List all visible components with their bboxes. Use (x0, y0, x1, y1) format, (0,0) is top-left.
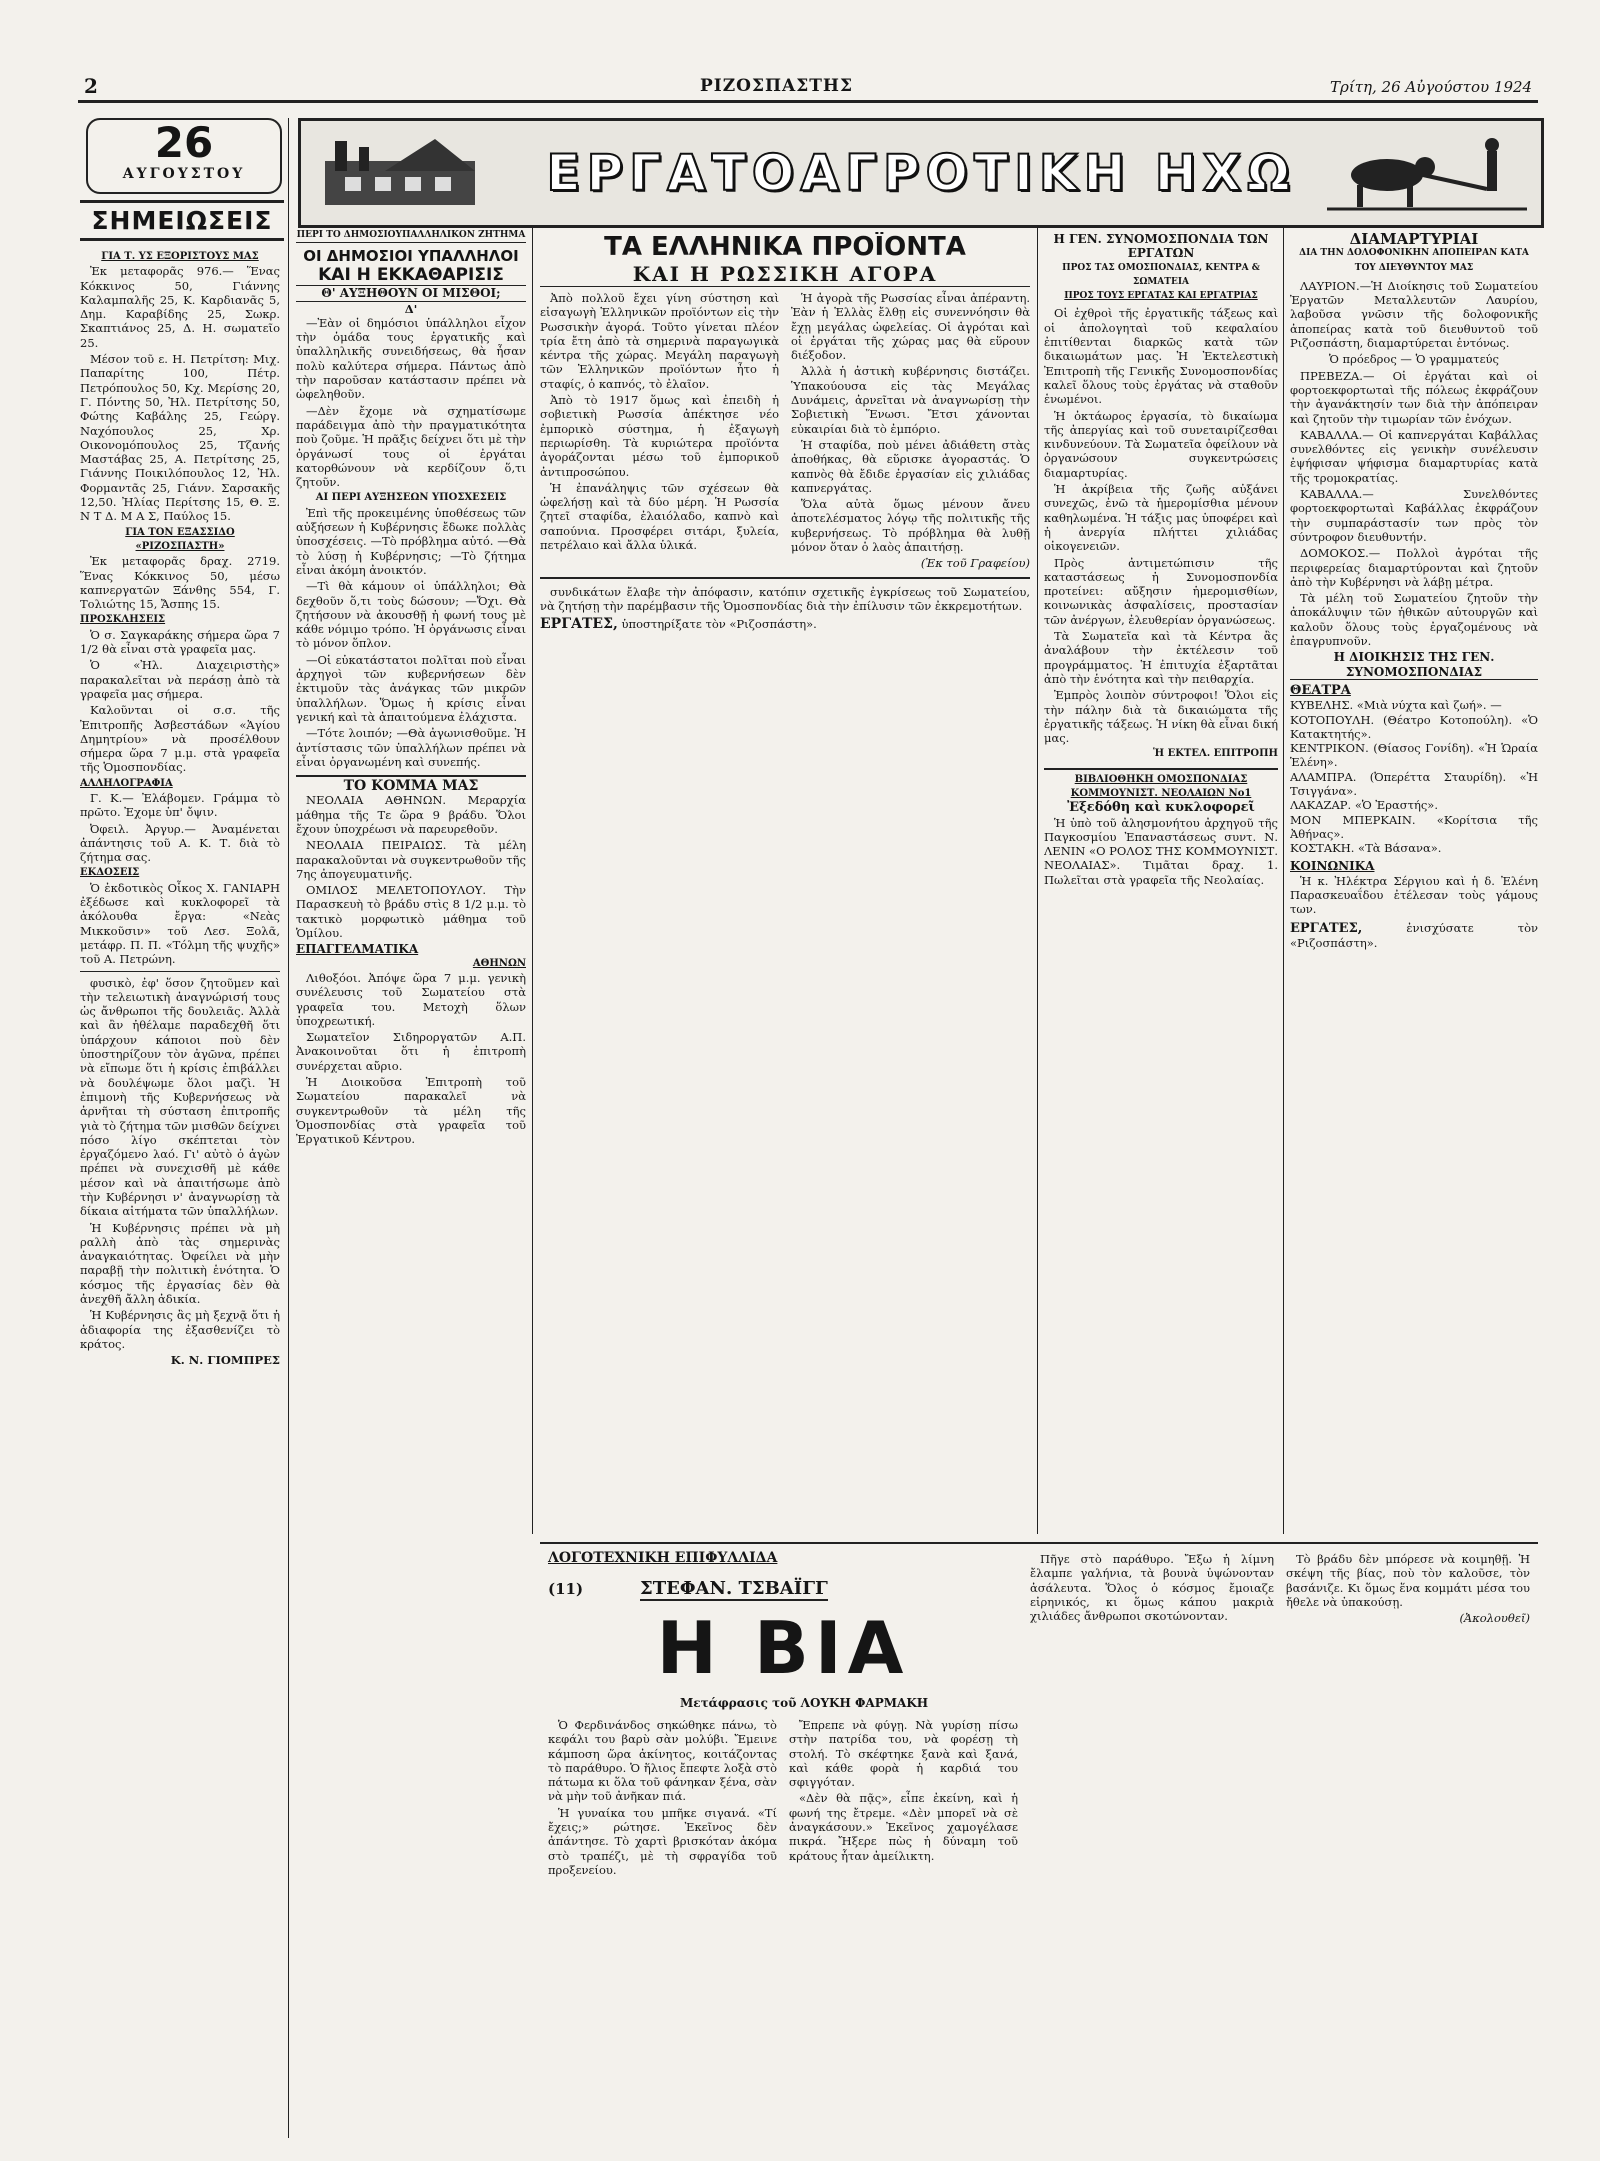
confederation-title: Η ΓΕΝ. ΣΥΝΟΜΟΣΠΟΝΔΙΑ ΤΩΝ ΕΡΓΑΤΩΝ (1053, 232, 1269, 261)
confederation-p3: Ἡ ἀκρίβεια τῆς ζωῆς αὐξάνει συνεχῶς, ἐνῶ τὰ ἡμερομίσθια μένουν καθηλωμένα. Ἡ τάξις μας ὑποφέρει καὶ ἡ ἀνεργία πλήττει χιλιάδας οἰκογενειῶν. (1044, 482, 1278, 554)
fund-text: Ἐκ μεταφορᾶς δραχ. 2719. Ἕνας Κόκκινος 50, μέσω καπνεργατῶν Ξάνθης 554, Γ. Τολιώτης 15, Ἄσπης 15. (80, 554, 280, 612)
workers-text-2: ἐνισχύσατε τὸν «Ριζοσπάστη». (1290, 920, 1538, 950)
feuilleton-author: ΣΤΕΦΑΝ. ΤΣΒΑΪΓΓ (640, 1578, 828, 1599)
exiles-text-1: Ἐκ μεταφορᾶς 976.— Ἕνας Κόκκινος 50, Γιάννης Καλαμπαλῆς 25, Κ. Καρδιανᾶς 5, Δημ. Καραβίδης 25, Σωκρ. Σκαπτιάνος 25, Δ. Η. σωματεῖο 25. (80, 264, 280, 350)
theatres-heading: ΘΕΑΤΡΑ (1290, 682, 1351, 698)
banner-decoration-plough-icon (1327, 131, 1527, 213)
feuilleton-translator: Μετάφρασις τοῦ ΛΟΥΚΗ ΦΑΡΜΑΚΗ (680, 1696, 929, 1710)
col-rule-2 (532, 228, 533, 1534)
theatre-item-6: ΜΟΝ ΜΠΕΡΚΑΙΝ. «Κορίτσια τῆς Ἀθήνας». (1290, 812, 1538, 841)
column-2 (296, 228, 526, 2138)
date-day: 26 (154, 118, 214, 167)
theatre-item-2: ΚΟΤΟΠΟΥΛΗ. (Θέατρο Κοτοπούλη). «Ὁ Κατακτητής». (1290, 712, 1538, 741)
col-rule-4 (1283, 228, 1284, 1534)
social-text: Ἡ κ. Ἠλέκτρα Σέργιου καὶ ἡ δ. Ἐλένη Παρασκευαΐδου ἐτέλεσαν τοὺς γάμους των. (1290, 873, 1538, 917)
feuilleton-signature: (Ἀκολουθεῖ) (1459, 1611, 1530, 1626)
feuilleton-title: Η ΒΙΑ (656, 1606, 910, 1690)
fund-heading: ΓΙΑ ΤΟΝ ΕΞΑΣΣΙΔΟ «ΡΙΖΟΣΠΑΣΤΗ» (125, 526, 235, 552)
feuilleton-p3: Ἔπρεπε νὰ φύγῃ. Νὰ γυρίσῃ πίσω στὴν πατρίδα του, νὰ φορέσῃ τὴ στολή. Τὸ σκέφτηκε ξανὰ καὶ ξανά, καὶ κάθε φορὰ ἡ καρδιά του σφιγγόταν. (789, 1718, 1018, 1790)
products-title-1: ΤΑ ΕΛΛΗΝΙΚΑ ΠΡΟΪΟΝΤΑ (604, 232, 966, 262)
party-p3: ΟΜΙΛΟΣ ΜΕΛΕΤΟΠΟΥΛΟΥ. Τὴν Παρασκευὴ τὸ βράδυ στὶς 8 1/2 μ.μ. τὸ τακτικὸ μορφωτικὸ μάθημα τοῦ Ὁμίλου. (296, 883, 526, 941)
correspondence-1: Γ. Κ.— Ἐλάβομεν. Γράμμα τὸ πρῶτο. Ἐχομε ὑπ' ὄψιν. (80, 790, 280, 820)
feuilleton-p6: Τὸ βράδυ δὲν μπόρεσε νὰ κοιμηθῇ. Ἡ σκέψη τῆς βίας, ποὺ τὸν καλοῦσε, τὸν βασάνιζε. Κι ὅμως ἕνα κομμάτι μέσα του ἤθελε νὰ ὑπακούσῃ. (1286, 1552, 1530, 1609)
correspondence-heading: ΑΛΛΗΛΟΓΡΑΦΙΑ (80, 777, 173, 789)
confederation-p5: Τὰ Σωματεῖα καὶ τὰ Κέντρα ἂς ἀναλάβουν τὴν ἐκτέλεσιν τοῦ προγράμματος. Ἡ ἐπιτυχία ἐξαρτᾶται ἀπὸ τὴν ἑνότητα καὶ τὴν πειθαρχία. (1044, 629, 1278, 686)
theatre-item-5: ΛΑΚΑΖΑΡ. «Ὁ Ἐραστής». (1290, 798, 1438, 813)
article-continuation-1: φυσικὸ, ἐφ' ὅσον ζητοῦμεν καὶ τὴν τελειωτικὴ ἀναγνώρισή τους ὡς ἄνθρωποι τῆς δουλειᾶς. Ἀλλὰ καὶ ἂν ἠθέλαμε παραδεχθῆ ὅτι ὑπάρχουν κάποιοι ποὺ δὲν ὑποστηρίζουν τὸν ἀγῶνα, πρέπει νὰ εἴπωμε ὅτι ἡ κρίσις ἐπιβάλλει νὰ δουλέψωμε ὅλοι μαζὶ. Ἡ ἐπιμονὴ τῆς Κυβερνήσεως νὰ ἀρνῆται τὴ σύσταση ἐπιτροπῆς γιὰ τὸ ζήτημα τῶν μισθῶν δείχνει πόσο λίγο σκέπτεται τὸν ἐργαζόμενο λαό. Γι' αὐτὸ ὁ ἀγὼν πρέπει νὰ συνεχισθῆ μὲ κάθε μέσον καὶ νὰ ἀπαιτήσωμε ἀπὸ τὴν Κυβέρνησι ν' ἀναγνωρίσῃ τὰ δίκαια αἰτήματα τῶν ὑπαλλήλων. (80, 975, 280, 1219)
article-signature: Κ. Ν. ΓΙΟΜΠΡΕΣ (170, 1353, 280, 1368)
civil-servants-p1: —Ἐὰν οἱ δημόσιοι ὑπάλληλοι εἶχον τὴν ὁμάδα τους ἐργατικῆς καὶ ὑπαλληλικῆς συνειδήσεως, θὰ ἦσαν πολὺ καλύτερα σήμερα. Πάντως ἀπὸ τὴν παροῦσαν κατάστασιν πρέπει νὰ ὠφεληθοῦν. (296, 315, 526, 402)
publications-heading: ΕΚΔΟΣΕΙΣ (80, 867, 140, 879)
invitation-3: Καλοῦνται οἱ σ.σ. τῆς Ἐπιτροπῆς Ἀσβεστάδων «Ἁγίου Δημητρίου» νὰ προσέλθουν σήμερα ὥρα 7 μ.μ. στὰ γραφεῖα τῆς Ὁμοσπονδίας. (80, 703, 280, 775)
products-p4: Ἡ ἀγορὰ τῆς Ρωσσίας εἶναι ἀπέραντη. Ἐὰν ἡ Ἑλλὰς ἔλθῃ εἰς συνεννόησιν θὰ ἔχῃ μεγάλας ὠφελείας. Οἱ ἀγρόται καὶ οἱ ἐργάται τῆς χώρας μας θὰ εὕρουν διέξοδον. (791, 291, 1030, 363)
protests-p1: ΛΑΥΡΙΟΝ.—Ἡ Διοίκησις τοῦ Σωματείου Ἐργατῶν Μεταλλευτῶν Λαυρίου, λαβοῦσα γνῶσιν τῆς δολοφονικῆς ἀποπείρας κατὰ τοῦ διευθυντοῦ τοῦ Ριζοσπάστη, διαμαρτύρεται ἐντόνως. (1290, 278, 1538, 351)
col-rule-3 (1037, 228, 1038, 1534)
civil-servants-p5: —Οἱ εὐκατάστατοι πολῖται ποὺ εἶναι ἀρχηγοὶ τῶν κυβερνήσεων δὲν ἐκτιμοῦν τὰς ἀνάγκας τῶν μικρῶν ὑπαλλήλων. Ὅμως ἡ κρίσις εἶναι γενική καὶ τὰ ἀπαιτούμενα ἐλάχιστα. (296, 652, 526, 724)
civil-servants-title-2: ΚΑΙ Η ΕΚΚΑΘΑΡΙΣΙΣ (318, 265, 504, 286)
protests-p2: Ὁ πρόεδρος — Ὁ γραμματεύς (1328, 352, 1499, 367)
publications-text: Ὁ ἐκδοτικὸς Οἶκος Χ. ΓΑΝΙΑΡΗ ἐξέδωσε καὶ κυκλοφορεῖ τὰ ἀκόλουθα ἔργα: «Νεὰς Μικκοῦσιν» τοῦ Λεσ. Ξολᾶ, μετάφρ. Π. Π. «Τόλμη τῆς ψυχῆς» τοῦ Α. Πετρώνη. (80, 880, 280, 967)
invitation-2: Ὁ «Ἠλ. Διαχειριστὴς» παρακαλεῖται νὰ περάσῃ ἀπὸ τὰ γραφεῖα μας σήμερα. (80, 658, 280, 701)
products-p2: Ἀπὸ τὸ 1917 ὅμως καὶ ἐπειδὴ ἡ σοβιετικὴ Ρωσσία ἀπέκτησε νέο ἐμπορικὸ σύστημα, ἡ ἐξαγωγὴ περιωρίσθη. Τὰ κυριώτερα προϊόντα ἀγοράζονται μέσω τοῦ ἐμπορικοῦ ἀντιπροσώπου. (540, 393, 779, 479)
protests-p3: ΠΡΕΒΕΖΑ.— Οἱ ἐργάται καὶ οἱ φορτοεκφορτωταὶ τῆς πόλεως ἐκφράζουν τὴν ἀγανάκτησίν των διὰ τὴν ἀπόπειραν καὶ ζητοῦν τὴν τιμωρίαν τῶν ἐνόχων. (1290, 368, 1538, 426)
professional-heading: ΕΠΑΓΓΕΛΜΑΤΙΚΑ (296, 942, 419, 957)
products-p7: Ὅλα αὐτὰ ὅμως μένουν ἄνευ ἀποτελέσματος λόγῳ τῆς πολιτικῆς τῆς κυβερνήσεως. Τὸ πρόβλημα θὰ λυθῇ μόνον ὅταν ὁ λαὸς ἀπαιτήσῃ. (791, 497, 1030, 555)
protests-p7: Τὰ μέλη τοῦ Σωματείου ζητοῦν τὴν ἀποκάλυψιν τῶν ἠθικῶν αὐτουργῶν καὶ καλοῦν ὅλους τοὺς ἐργαζομένους νὰ ἐπαγρυπνοῦν. (1290, 591, 1538, 649)
civil-servants-p3: Ἐπὶ τῆς προκειμένης ὑποθέσεως τῶν αὐξήσεων ἡ Κυβέρνησις ἔδωκε πολλὰς ὑποσχέσεις. —Τὸ πρόβλημα αὐτό. —Θὰ τὸ λύσῃ ἡ Κυβέρνησις; —Τὸ ζήτημα εἶναι ἀκόμη ἀνοικτόν. (296, 505, 526, 577)
article-continuation-3: Ἡ Κυβέρνησις ἂς μὴ ξεχνᾷ ὅτι ἡ ἀδιαφορία της ἐξασθενίζει τὸ κράτος. (80, 1308, 280, 1351)
raises-heading: ΑΙ ΠΕΡΙ ΑΥΞΗΣΕΩΝ ΥΠΟΣΧΕΣΕΙΣ (315, 492, 507, 504)
civil-servants-part: Δ' (404, 301, 418, 316)
feuilleton-p4: «Δὲν θὰ πᾷς», εἶπε ἐκείνη, καὶ ἡ φωνή της ἔτρεμε. «Δὲν μπορεῖ νὰ σὲ ἀναγκάσουν.» Ἐκεῖνος χαμογέλασε πικρά. Ἤξερε πὼς ἡ δύναμη τοῦ κράτους ἦταν ἀμείλικτη. (789, 1791, 1018, 1863)
confederation-p2: Ἡ ὀκτάωρος ἐργασία, τὸ δικαίωμα τῆς ἀπεργίας καὶ τοῦ συνεταιρίζεσθαι κινδυνεύουν. Τὰ Σωματεῖα ὀφείλουν νὰ ὀργανώσουν συγκεντρώσεις διαμαρτυρίας. (1044, 408, 1278, 480)
civil-servants-p6: —Τότε λοιπόν; —Θὰ ἀγωνισθοῦμε. Ἡ ἀντίστασις τῶν ὑπαλλήλων πρέπει νὰ εἶναι ὀργανωμένη καὶ συνεπής. (296, 726, 526, 769)
column-4 (1044, 232, 1278, 1532)
civil-servants-p2: —Δὲν ἔχομε νὰ σχηματίσωμε παράδειγμα ἀπὸ τὴν πραγματικότητα ποὺ ζοῦμε. Ἡ πρᾶξις δείχνει ὅτι μὲ τὴν ὀργάνωσί τους οἱ ἐργάται κατορθώνουν νὰ κερδίζουν ὅ,τι ζητοῦν. (296, 403, 526, 490)
workers-text: ὑποστηρίξατε τὸν «Ριζοσπάστη». (621, 617, 817, 632)
feuilleton-p1: Ὁ Φερδινάνδος σηκώθηκε πάνω, τὸ κεφάλι του βαρὺ σὰν μολύβι. Ἔμεινε κάμποση ὥρα ἀκίνητος, κοιτάζοντας τὸ παράθυρο. Ὁ ἥλιος ἔπεφτε λοξὰ στὸ πάτωμα κι ὅλα τοῦ φάνηκαν ξένα, σὰν νὰ μὴν τοῦ ἀνῆκαν πιά. (548, 1718, 777, 1804)
protests-title: ΔΙΑΜΑΡΤΥΡΙΑΙ (1349, 232, 1479, 248)
workers-label-2: ΕΡΓΑΤΕΣ, (1290, 920, 1363, 936)
col-rule-1 (288, 118, 289, 2138)
products-title-2: ΚΑΙ Η ΡΩΣΣΙΚΗ ΑΓΟΡΑ (540, 262, 1030, 287)
feuilleton-p2: Ἡ γυναίκα του μπῆκε σιγανά. «Τί ἔχεις;» ρώτησε. Ἐκεῖνος δὲν ἀπάντησε. Τὸ χαρτὶ βρισκόταν ἀκόμα στὸ τραπέζι, μὲ τὴ σφραγίδα τοῦ προξενείου. (548, 1805, 777, 1877)
feuilleton-text-2 (1030, 1552, 1530, 2138)
products-p8: συνδικάτων ἔλαβε τὴν ἀπόφασιν, κατόπιν σχετικῆς ἐγκρίσεως τοῦ Σωματείου, νὰ ζητήσῃ τὴν παρέμβασιν τῆς Ὁμοσπονδίας διὰ τὴν ἐπίλυσιν τῶν ἐκκρεμοτήτων. (540, 584, 1030, 613)
professional-p2: Σωματεῖον Σιδηροργατῶν Α.Π. Ἀνακοινοῦται ὅτι ἡ ἐπιτροπὴ συνέρχεται αὔριο. (296, 1030, 526, 1073)
library-text: Ἡ ὑπὸ τοῦ ἀλησμονήτου ἀρχηγοῦ τῆς Παγκοσμίου Ἐπαναστάσεως συντ. Ν. ΛΕΝΙΝ «Ο ΡΟΛΟΣ ΤΗΣ ΚΟΜΜΟΥΝΙΣΤ. ΝΕΟΛΑΙΑΣ». Τιμᾶται δραχ. 1. Πωλεῖται στὰ γραφεῖα τῆς Νεολαίας. (1044, 815, 1278, 887)
civil-servants-title-1: ΟΙ ΔΗΜΟΣΙΟΙ ΥΠΑΛΛΗΛΟΙ (303, 247, 519, 266)
products-p6: Ἡ σταφίδα, ποὺ μένει ἀδιάθετη στὰς ἀποθήκας, θὰ εὕρισκε ἀγοραστάς. Ὁ καπνὸς θὰ ἔδιδε ἐργασίαν εἰς χιλιάδας καπνεργάτας. (791, 437, 1030, 495)
feuilleton-p5: Πῆγε στὸ παράθυρο. Ἔξω ἡ λίμνη ἔλαμπε γαλήνια, τὰ βουνὰ ὑψώνονταν ἀσάλευτα. Ὅλος ὁ κόσμος ἔμοιαζε εἰρηνικός, κι ὅμως κάπου μακριὰ χιλιάδες ἄνθρωποι σκοτώνονταν. (1030, 1552, 1274, 1624)
civil-servants-subtitle: Θ' ΑΥΞΗΘΟΥΝ ΟΙ ΜΙΣΘΟΙ; (296, 285, 526, 301)
professional-p1: Λιθοξόοι. Ἀπόψε ὥρα 7 μ.μ. γενικὴ συνέλευσις τοῦ Σωματείου στὰ γραφεῖα του. Μετοχὴ ὅλων ὑποχρεωτική. (296, 970, 526, 1028)
products-p5: Ἀλλὰ ἡ ἀστικὴ κυβέρνησις διστάζει. Ὑπακούουσα εἰς τὰς Μεγάλας Δυνάμεις, ἀρνεῖται νὰ ἀναγνωρίσῃ τὴν Σοβιετικὴ Ἕνωσι. Ἔτσι χάνονται εὐκαιρίαι διὰ τὸ ἐμπόριο. (791, 364, 1030, 436)
protests-p4: ΚΑΒΑΛΛΑ.— Οἱ καπνεργάται Καβάλλας συνελθόντες εἰς γενικὴν συνέλευσιν ἐψήφισαν ψήφισμα διαμαρτυρίας κατὰ τῆς τρομοκρατίας. (1290, 427, 1538, 485)
professional-athens: ΑΘΗΝΩΝ (472, 957, 526, 969)
workers-label: ΕΡΓΑΤΕΣ, (540, 616, 618, 633)
exiles-heading: ΓΙΑ Τ. ΥΣ ΕΞΟΡΙΣΤΟΥΣ ΜΑΣ (101, 251, 259, 262)
banner-title: ΕΡΓΑΤΟΑΓΡΟΤΙΚΗ ΗΧΩ (546, 144, 1296, 202)
date-line: Τρίτη, 26 Αὐγούστου 1924 (1330, 78, 1533, 96)
protests-p6: ΔΟΜΟΚΟΣ.— Πολλοὶ ἀγρόται τῆς περιφερείας διαμαρτύρονται καὶ ζητοῦν ἀπὸ τὴν Κυβέρνησι νὰ λάβῃ μέτρα. (1290, 546, 1538, 589)
confederation-p1: Οἱ ἐχθροὶ τῆς ἐργατικῆς τάξεως καὶ οἱ ἀπολογηταὶ τοῦ κεφαλαίου ἐπιτίθενται διαρκῶς κατὰ τῶν δικαιωμάτων μας. Ἡ Ἐκτελεστικὴ Ἐπιτροπὴ τῆς Γενικῆς Συνομοσπονδίας καλεῖ ὅλους τοὺς ἐργάτας νὰ σταθοῦν ἑνωμένοι. (1044, 306, 1278, 407)
social-heading: ΚΟΙΝΩΝΙΚΑ (1290, 859, 1375, 874)
protests-signature: Η ΔΙΟΙΚΗΣΙΣ ΤΗΣ ΓΕΝ. ΣΥΝΟΜΟΣΠΟΝΔΙΑΣ (1290, 650, 1538, 680)
page-number: 2 (84, 74, 99, 98)
notes-title: ΣΗΜΕΙΩΣΕΙΣ (80, 200, 284, 241)
invitation-1: Ὁ σ. Σαγκαράκης σήμερα ὥρα 7 1/2 θὰ εἶναι στὰ γραφεῖα μας. (80, 627, 280, 657)
confederation-sub2: ΠΡΟΣ ΤΟΥΣ ΕΡΓΑΤΑΣ ΚΑΙ ΕΡΓΑΤΡΙΑΣ (1064, 291, 1258, 302)
column-3 (540, 232, 1030, 1532)
protests-sub: ΔΙΑ ΤΗΝ ΔΟΛΟΦΟΝΙΚΗΝ ΑΠΟΠΕΙΡΑΝ ΚΑΤΑ ΤΟΥ ΔΙΕΥΘΥΝΤΟΥ ΜΑΣ (1299, 248, 1529, 273)
paper-name: ΡΙΖΟΣΠΑΣΤΗΣ (700, 76, 853, 96)
banner-decoration-left-icon (315, 131, 485, 213)
feuilleton-kicker: ΛΟΓΟΤΕΧΝΙΚΗ ΕΠΙΦΥΛΛΙΔΑ (548, 1550, 778, 1566)
party-p1: ΝΕΟΛΑΙΑ ΑΘΗΝΩΝ. Μεραρχία μάθημα τῆς Τε ὥρα 9 βράδυ. Ὅλοι ἔχουν ὑποχρέωσι νὰ παρευρεθοῦν. (296, 793, 526, 836)
civil-servants-p4: —Τὶ θὰ κάμουν οἱ ὑπάλληλοι; Θὰ δεχθοῦν ὅ,τι τοὺς δώσουν; —Ὄχι. Θὰ ζητήσουν νὰ ἀκουσθῇ ἡ φωνή τους μὲ κάθε νόμιμο τρόπο. Ἡ ὀργάνωσις εἶναι τὸ μόνον ὅπλον. (296, 579, 526, 651)
banner (298, 118, 1544, 228)
article-continuation-2: Ἡ Κυβέρνησις πρέπει νὰ μὴ ραλλὴ ἀπὸ τὰς σημερινὰς ἀναγκαιότητας. Ὀφείλει νὰ μὴν παραβῇ τὴν πολιτικὴ ἑνότητα. Ὁ κόσμος τῆς ἐργασίας δὲν θὰ ἀνεχθῆ ἄλλη ἀδικία. (80, 1220, 280, 1307)
professional-p3: Ἡ Διοικοῦσα Ἐπιτροπὴ τοῦ Σωματείου παρακαλεῖ νὰ συγκεντρωθοῦν τὰ μέλη τῆς Ὁμοσπονδίας στὰ γραφεῖα τοῦ Ἐργατικοῦ Κέντρου. (296, 1075, 526, 1147)
invitations-heading: ΠΡΟΣΚΛΗΣΕΙΣ (80, 614, 166, 626)
products-p1: Ἀπὸ πολλοῦ ἔχει γίνη σύστηση καὶ εἰσαγωγὴ Ἑλληνικῶν προϊόντων εἰς τὴν Ρωσσικὴν ἀγορά. Τοῦτο γίνεται πλέον τρία ἔτη ἀπὸ τὰ σημερινὰ παραγωγικὰ κέντρα τῆς χώρας. Μεγάλη παραγωγὴ τῶν Ἑλληνικῶν προϊόντων ἦτο ἡ σταφίς, ὁ καπνός, τὸ ἐλαῖον. (540, 291, 779, 391)
confederation-p4: Πρὸς ἀντιμετώπισιν τῆς καταστάσεως ἡ Συνομοσπονδία προτείνει: αὔξησιν ἡμερομισθίων, κοινωνικὰς ἀσφαλίσεις, προστασίαν τῶν ἀνέργων, ἐλευθερίαν ὀργανώσεως. (1044, 555, 1278, 627)
library-title: Ἐξεδόθη καὶ κυκλοφορεῖ (1067, 800, 1255, 816)
products-p3: Ἡ ἐπανάληψις τῶν σχέσεων θὰ ὠφελήσῃ καὶ τὰ δύο μέρη. Ἡ Ρωσσία ζητεῖ σταφίδα, ἐλαιόλαδο, καπνὸ καὶ σαπούνια. Προσφέρει σιτάρι, ξυλεία, πετρέλαιο καὶ ἄλλα ὑλικά. (540, 480, 779, 553)
party-heading: ΤΟ ΚΟΜΜΑ ΜΑΣ (296, 775, 526, 793)
column-1 (80, 250, 280, 2140)
library-heading-2: ΚΟΜΜΟΥΝΙΣΤ. ΝΕΟΛΑΙΩΝ Νο1 (1070, 787, 1252, 799)
feuilleton-text-1 (548, 1718, 1018, 2138)
date-month: ΑΥΓΟΥΣΤΟΥ (122, 166, 246, 182)
party-p2: ΝΕΟΛΑΙΑ ΠΕΙΡΑΙΩΣ. Τὰ μέλη παρακαλοῦνται νὰ συγκεντρωθοῦν τῆς 7ης ἀπογευματινῆς. (296, 838, 526, 881)
products-signature: (Ἐκ τοῦ Γραφείου) (920, 556, 1030, 571)
confederation-signature: Ἡ ΕΚΤΕΛ. ΕΠΙΤΡΟΠΗ (1153, 748, 1278, 760)
confederation-p6: Ἐμπρὸς λοιπὸν σύντροφοι! Ὅλοι εἰς τὴν πάλην διὰ τὰ δικαιώματα τῆς ἐργατικῆς τάξεως. Ἡ νίκη θὰ εἶναι δική μας. (1044, 688, 1278, 746)
library-heading: ΒΙΒΛΙΟΘΗΚΗ ΟΜΟΣΠΟΝΔΙΑΣ (1074, 773, 1248, 785)
feuilleton-number: (11) (548, 1580, 584, 1598)
theatre-item-3: ΚΕΝΤΡΙΚΟΝ. (Θίασος Γονίδη). «Ἡ Ὡραία Ἑλένη». (1290, 741, 1538, 770)
civil-servants-kicker: ΠΕΡΙ ΤΟ ΔΗΜΟΣΙΟΥΠΑΛΛΗΛΙΚΟΝ ΖΗΤΗΜΑ (296, 228, 526, 243)
theatre-item-4: ΑΛΑΜΠΡΑ. (Ὀπερέττα Σταυρίδη). «Ἡ Τσιγγάνα». (1290, 769, 1538, 798)
exiles-text-2: Μέσον τοῦ ε. Η. Πετρίτση: Μιχ. Παπαρίτης 100, Πέτρ. Πετρόπουλος 50, Κχ. Μερίσης 20, Γ. Πόντης 50, Ἠλ. Πετρίτσης 50, Φώτης Καβάλης 25, Γεώργ. Ναχόπουλος 25, Χρ. Οικονομόπουλος 25, Τζανής Μαστάβας 25, Α. Πετρίτσης 25, Γιάννης Ποικιλόπουλος 12, Ἠλ. Φορμαντᾶς 25, Γιάνν. Σαρσακῆς 12,50. Ἠλίας Περίτσης 15, Θ. Ξ. Ν Τ Δ. Μ Α Σ, Παύλος 15. (80, 352, 280, 524)
correspondence-2: Ὀφειλ. Ἀργυρ.— Ἀναμένεται ἀπάντησις τοῦ Α. Κ. Τ. διὰ τὸ ζήτημα σας. (80, 821, 280, 865)
protests-p5: ΚΑΒΑΛΛΑ.— Συνελθόντες φορτοεκφορτωταὶ Καβάλλας ἐκφράζουν τὴν συμπαράστασίν των πρὸς τὸν σύντροφον διευθυντήν. (1290, 487, 1538, 544)
date-box (86, 118, 282, 194)
theatre-item-7: ΚΟΣΤΑΚΗ. «Τὰ Βάσανα». (1290, 841, 1442, 856)
masthead-rule (78, 100, 1538, 103)
confederation-sub: ΠΡΟΣ ΤΑΣ ΟΜΟΣΠΟΝΔΙΑΣ, ΚΕΝΤΡΑ & ΣΩΜΑΤΕΙΑ (1062, 262, 1260, 287)
theatre-item-1: ΚΥΒΕΛΗΣ. «Μιὰ νύχτα καὶ ζωή». — (1290, 698, 1502, 713)
